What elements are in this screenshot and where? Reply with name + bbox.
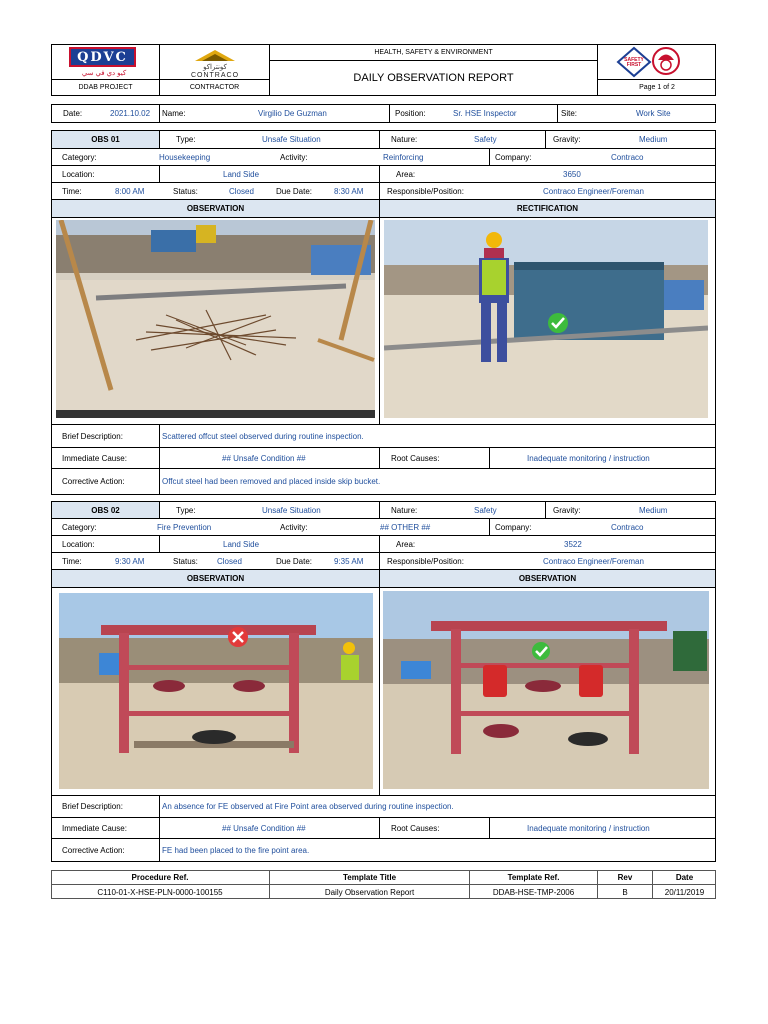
obs-01-due-date: 8:30 AM bbox=[334, 186, 364, 196]
contraco-logo bbox=[190, 48, 240, 78]
department-label: HEALTH, SAFETY & ENVIRONMENT bbox=[374, 48, 493, 56]
obs-01-company-label: Company: bbox=[495, 152, 532, 162]
obs-01-brief-label: Brief Description: bbox=[62, 431, 123, 441]
obs-01-immediate: ## Unsafe Condition ## bbox=[222, 453, 306, 463]
date-label: Date: bbox=[63, 109, 83, 118]
template-title-label: Template Title bbox=[342, 873, 397, 882]
obs-02-company: Contraco bbox=[611, 522, 644, 532]
obs-01-corrective-label: Corrective Action: bbox=[62, 477, 125, 486]
template-ref: DDAB-HSE-TMP-2006 bbox=[492, 887, 575, 897]
obs-01-due-date-label: Due Date: bbox=[276, 186, 313, 196]
obs-02-brief-label: Brief Description: bbox=[62, 802, 123, 811]
obs-02-observation-photo-after bbox=[383, 591, 709, 789]
obs-01-time-label: Time: bbox=[62, 186, 82, 196]
obs-01-company: Contraco bbox=[611, 152, 644, 162]
obs-02-responsible-label: Responsible/Position: bbox=[387, 556, 464, 566]
obs-01-category: Housekeeping bbox=[159, 152, 211, 162]
obs-02-company-label: Company: bbox=[495, 522, 532, 532]
obs-01-type: Unsafe Situation bbox=[262, 135, 321, 144]
obs-02-activity-label: Activity: bbox=[280, 522, 308, 532]
footer-date: 20/11/2019 bbox=[664, 887, 705, 897]
obs-01-corrective: Offcut steel had been removed and placed inside skip bucket. bbox=[162, 477, 381, 486]
project-label: DDAB PROJECT bbox=[78, 84, 133, 91]
obs-01-status-label: Status: bbox=[173, 186, 198, 196]
obs-01-area: 3650 bbox=[563, 169, 581, 179]
obs-01-responsible-label: Responsible/Position: bbox=[387, 186, 464, 196]
obs-01-gravity-label: Gravity: bbox=[553, 135, 581, 144]
obs-01-time: 8:00 AM bbox=[115, 186, 145, 196]
obs-02-activity: ## OTHER ## bbox=[380, 522, 431, 532]
qdvc-arabic-text: كيو دي في سي bbox=[81, 69, 127, 77]
rev-label: Rev bbox=[617, 873, 633, 882]
obs-01-category-label: Category: bbox=[62, 152, 97, 162]
obs-01-immediate-label: Immediate Cause: bbox=[62, 453, 127, 463]
obs-02-nature: Safety bbox=[474, 505, 497, 515]
obs-02-area: 3522 bbox=[564, 539, 582, 549]
safety-first-text: SAFETY FIRST bbox=[624, 57, 644, 68]
obs-02-location-label: Location: bbox=[62, 539, 95, 549]
obs-01-activity: Reinforcing bbox=[383, 152, 424, 162]
contraco-emblem-icon bbox=[190, 48, 240, 62]
obs-02-status-label: Status: bbox=[173, 556, 198, 566]
obs-01-location: Land Side bbox=[223, 169, 260, 179]
contraco-arabic-text: كونتراكو bbox=[203, 64, 227, 71]
obs-01-activity-label: Activity: bbox=[280, 152, 308, 162]
obs-02-due-date-label: Due Date: bbox=[276, 556, 313, 566]
obs-02-type-label: Type: bbox=[176, 505, 196, 515]
obs-02-observation-header-left: OBSERVATION bbox=[186, 574, 245, 583]
contractor-label: CONTRACTOR bbox=[189, 84, 240, 91]
template-ref-label: Template Ref. bbox=[507, 873, 560, 882]
obs-02-observation-photo-before bbox=[59, 593, 373, 789]
obs-01-observation-header: OBSERVATION bbox=[186, 204, 245, 213]
contraco-logo-text: CONTRACO bbox=[190, 72, 240, 79]
obs-01-rectification-photo bbox=[384, 220, 708, 418]
obs-02-gravity: Medium bbox=[639, 505, 668, 515]
position-label: Position: bbox=[395, 109, 426, 118]
procedure-ref-label: Procedure Ref. bbox=[131, 873, 189, 882]
obs-01-area-label: Area: bbox=[396, 169, 416, 179]
obs-02-responsible: Contraco Engineer/Foreman bbox=[543, 556, 644, 566]
obs-02-due-date: 9:35 AM bbox=[334, 556, 364, 566]
obs-02-time: 9:30 AM bbox=[115, 556, 145, 566]
obs-02-time-label: Time: bbox=[62, 556, 82, 566]
site-value: Work Site bbox=[636, 109, 671, 118]
site-label: Site: bbox=[561, 109, 578, 118]
obs-01-root: Inadequate monitoring / instruction bbox=[527, 453, 650, 463]
obs-02-area-label: Area: bbox=[396, 539, 416, 549]
report-title: DAILY OBSERVATION REPORT bbox=[353, 72, 514, 84]
obs-02-immediate-label: Immediate Cause: bbox=[62, 823, 127, 833]
obs-02-location: Land Side bbox=[223, 539, 260, 549]
obs-01-observation-photo bbox=[56, 220, 375, 418]
procedure-ref: C110-01-X-HSE-PLN-0000-100155 bbox=[97, 887, 223, 897]
template-title: Daily Observation Report bbox=[324, 887, 415, 897]
obs-02-id: OBS 02 bbox=[91, 505, 120, 515]
obs-01-location-label: Location: bbox=[62, 169, 95, 179]
obs-02-gravity-label: Gravity: bbox=[553, 505, 581, 515]
rev-value: B bbox=[622, 887, 628, 897]
page-number: Page 1 of 2 bbox=[639, 84, 675, 91]
obs-02-type: Unsafe Situation bbox=[262, 505, 321, 515]
report-date: 2021.10.02 bbox=[110, 109, 151, 118]
obs-01-nature-label: Nature: bbox=[391, 135, 418, 144]
obs-02-corrective: FE had been placed to the fire point area. bbox=[162, 845, 310, 855]
obs-01-rectification-header: RECTIFICATION bbox=[516, 204, 579, 213]
obs-01-gravity: Medium bbox=[639, 135, 668, 144]
obs-02-category: Fire Prevention bbox=[157, 522, 212, 532]
obs-01-root-label: Root Causes: bbox=[391, 453, 440, 463]
obs-01-responsible: Contraco Engineer/Foreman bbox=[543, 186, 644, 196]
obs-01-status: Closed bbox=[229, 186, 254, 196]
obs-01-brief: Scattered offcut steel observed during routine inspection. bbox=[162, 431, 364, 441]
name-label: Name: bbox=[162, 109, 186, 118]
obs-02-corrective-label: Corrective Action: bbox=[62, 845, 125, 855]
obs-02-root: Inadequate monitoring / instruction bbox=[527, 823, 650, 833]
obs-02-observation-header-right: OBSERVATION bbox=[518, 574, 577, 583]
obs-01-nature: Safety bbox=[474, 135, 497, 144]
footer-date-label: Date bbox=[675, 873, 694, 882]
obs-02-root-label: Root Causes: bbox=[391, 823, 440, 833]
obs-02-status: Closed bbox=[217, 556, 242, 566]
qdvc-logo: QDVC bbox=[69, 47, 136, 67]
obs-02-immediate: ## Unsafe Condition ## bbox=[222, 823, 306, 833]
safety-first-badge bbox=[614, 46, 686, 78]
obs-02-category-label: Category: bbox=[62, 522, 97, 532]
inspector-name: Virgilio De Guzman bbox=[258, 109, 327, 118]
obs-01-type-label: Type: bbox=[176, 135, 196, 144]
obs-02-brief: An absence for FE observed at Fire Point area observed during routine inspection. bbox=[162, 802, 454, 811]
obs-02-nature-label: Nature: bbox=[391, 505, 418, 515]
inspector-position: Sr. HSE Inspector bbox=[453, 109, 517, 118]
obs-01-id: OBS 01 bbox=[91, 135, 120, 144]
